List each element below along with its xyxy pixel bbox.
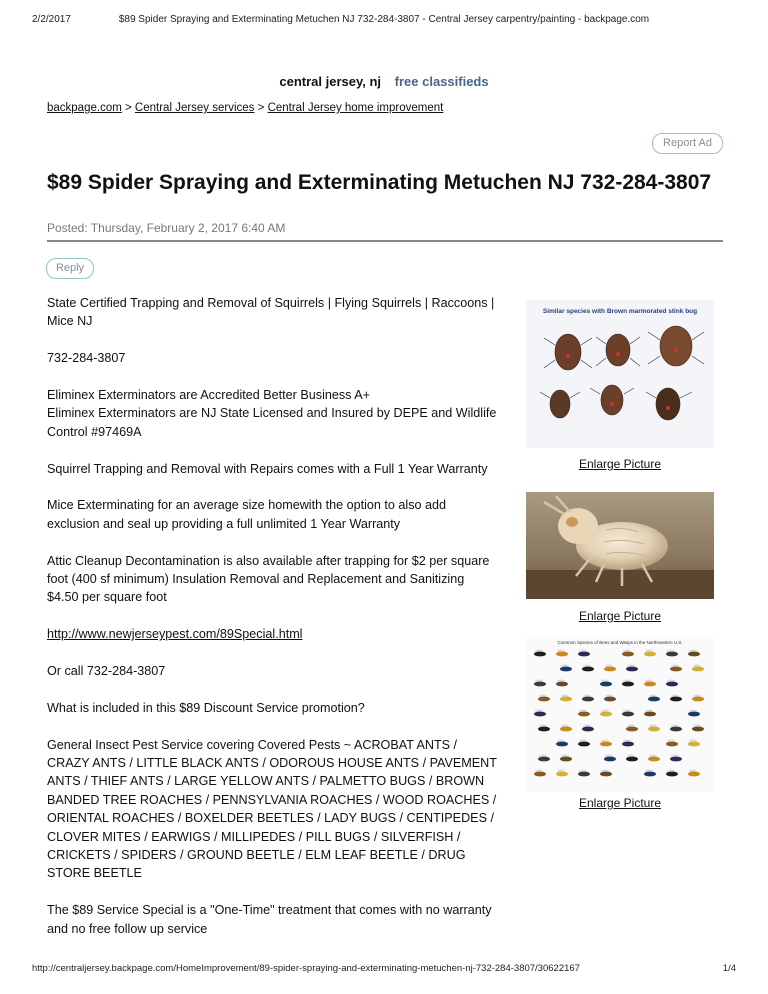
insect-specimen [600, 739, 612, 746]
breadcrumb-separator: > [125, 102, 132, 114]
insect-specimen [604, 664, 616, 671]
insect-specimen [534, 709, 546, 716]
insect-specimen [560, 724, 572, 731]
special-offer-link[interactable]: http://www.newjerseypest.com/89Special.html [47, 627, 303, 642]
insect-specimen [578, 739, 590, 746]
image-caption: Common Species of Bees and Wasps in the Northeastern U.S. [557, 640, 683, 645]
print-page-title: $89 Spider Spraying and Exterminating Metuchen NJ 732-284-3807 - Central Jersey carpentry/painting - backpage.com [118, 14, 650, 25]
insect-specimen [538, 694, 550, 701]
insect-specimen [648, 694, 660, 701]
insect-specimen [622, 739, 634, 746]
insect-specimen [688, 709, 700, 716]
breadcrumb-separator: > [257, 102, 265, 114]
insect-specimen [582, 694, 594, 701]
body-paragraph: General Insect Pest Service covering Covered Pests ~ ACROBAT ANTS / CRAZY ANTS / LITTLE BLACK ANTS / ODOROUS HOUSE ANTS / PAVEMENT ANTS / THIEF ANTS / LARGE YELLOW ANTS / PALMETTO BUGS / BROWN BANDED TREE ROACHES / PENNSYLVANIA ROACHES / WOOD ROACHES / ORIENTAL ROACHES / BOXELDER BEETLES / LADY BUGS / CENTIPEDES / CLOVER MITES / EARWIGS / MILLIPEDES / PILL BUGS / SILVERFISH / CRICKETS / SPIDERS / GROUND BEETLE / ELM LEAF BEETLE / DRUG STORE BEETLE [47, 737, 497, 881]
ad-body [47, 294, 497, 956]
insect-specimen [670, 694, 682, 701]
stink-bug-illustration [526, 300, 714, 448]
ad-title: $89 Spider Spraying and Exterminating Metuchen NJ 732-284-3807 [47, 171, 712, 194]
insect-specimen [600, 679, 612, 686]
insect-specimen [688, 739, 700, 746]
insect-specimen [670, 754, 682, 761]
body-paragraph: The $89 Service Special is a "One-Time" treatment that comes with no warranty and no free follow up service [47, 903, 492, 936]
body-paragraph: Attic Cleanup Decontamination is also available after trapping for $2 per square foot (400 sf minimum) Insulation Removal and Replacement and Sanitizing $4.50 per square foot [47, 553, 490, 605]
insect-specimen [644, 709, 656, 716]
insect-specimen [626, 664, 638, 671]
breadcrumb-link-home-improvement[interactable]: Central Jersey home improvement [267, 102, 444, 114]
body-paragraph: Or call 732-284-3807 [47, 664, 166, 679]
insect-specimen [578, 769, 590, 776]
body-paragraph: What is included in this $89 Discount Service promotion? [47, 700, 365, 715]
title-divider [47, 240, 723, 242]
site-header [0, 74, 768, 89]
insect-specimen [692, 724, 704, 731]
insect-specimen [538, 754, 550, 761]
insect-specimen [538, 724, 550, 731]
termite-illustration [526, 492, 714, 599]
insect-specimen [666, 739, 678, 746]
body-line: Eliminex Exterminators are Accredited Better Business A+ [47, 388, 371, 402]
insect-specimen [626, 754, 638, 761]
insect-specimen [644, 649, 656, 656]
image-caption: Similar species with Brown marmorated stink bug [542, 308, 698, 315]
insect-specimen [534, 679, 546, 686]
site-tagline[interactable]: free classifieds [394, 74, 489, 89]
insect-grid-illustration [526, 636, 714, 792]
insect-specimen [560, 694, 572, 701]
insect-specimen [666, 679, 678, 686]
insect-specimen [670, 664, 682, 671]
insect-specimen [556, 679, 568, 686]
insect-specimen [556, 739, 568, 746]
breadcrumb-link-home[interactable]: backpage.com [47, 102, 122, 114]
posted-date: Posted: Thursday, February 2, 2017 6:40 AM [47, 221, 286, 235]
print-date: 2/2/2017 [32, 14, 71, 25]
stink-bug-species-image[interactable] [526, 300, 714, 448]
insect-specimen [560, 754, 572, 761]
insect-specimen [644, 769, 656, 776]
insect-specimen [582, 664, 594, 671]
insect-specimen [644, 679, 656, 686]
breadcrumb-link-services[interactable]: Central Jersey services [134, 102, 255, 114]
reply-button[interactable]: Reply [46, 258, 94, 279]
body-paragraph: State Certified Trapping and Removal of Squirrels | Flying Squirrels | Raccoons | Mice NJ [47, 296, 495, 329]
insect-specimen [622, 679, 634, 686]
body-phone: 732-284-3807 [47, 351, 126, 366]
insect-specimen [648, 724, 660, 731]
insect-specimen [604, 694, 616, 701]
report-ad-button[interactable]: Report Ad [652, 133, 723, 154]
insect-specimen [600, 769, 612, 776]
insect-specimen [578, 649, 590, 656]
body-paragraph: Squirrel Trapping and Removal with Repairs comes with a Full 1 Year Warranty [47, 461, 488, 476]
enlarge-picture-link[interactable]: Enlarge Picture [578, 457, 662, 471]
print-page-number: 1/4 [722, 963, 736, 974]
insect-specimen [560, 664, 572, 671]
insect-specimen [600, 709, 612, 716]
bees-wasps-chart-image[interactable] [526, 636, 714, 792]
enlarge-picture-link[interactable]: Enlarge Picture [578, 796, 662, 810]
insect-specimen [622, 649, 634, 656]
insect-specimen [688, 649, 700, 656]
insect-specimen [582, 724, 594, 731]
insect-specimen [534, 649, 546, 656]
body-paragraph [47, 625, 497, 643]
site-city: central jersey, nj [279, 74, 382, 89]
insect-specimen [666, 769, 678, 776]
body-paragraph: Mice Exterminating for an average size homewith the option to also add exclusion and seal up providing a full unlimited 1 Year Warranty [47, 498, 447, 531]
insect-specimen [626, 724, 638, 731]
insect-specimen [556, 769, 568, 776]
insect-specimen [648, 754, 660, 761]
termite-photo[interactable] [526, 492, 714, 599]
print-url: http://centraljersey.backpage.com/HomeImprovement/89-spider-spraying-and-exterminating-metuchen-nj-732-284-3807/30622167 [32, 963, 580, 974]
insect-specimen [604, 754, 616, 761]
enlarge-picture-link[interactable]: Enlarge Picture [578, 609, 662, 623]
insect-specimen [688, 769, 700, 776]
insect-specimen [578, 709, 590, 716]
body-line: Eliminex Exterminators are NJ State Licensed and Insured by DEPE and Wildlife Control #97469A [47, 406, 497, 439]
insect-specimen [622, 709, 634, 716]
insect-specimen [666, 649, 678, 656]
body-paragraph [47, 386, 497, 441]
insect-specimen [534, 769, 546, 776]
insect-specimen [670, 724, 682, 731]
insect-specimen [692, 694, 704, 701]
breadcrumb [47, 102, 443, 114]
insect-specimen [692, 664, 704, 671]
insect-specimen [556, 649, 568, 656]
